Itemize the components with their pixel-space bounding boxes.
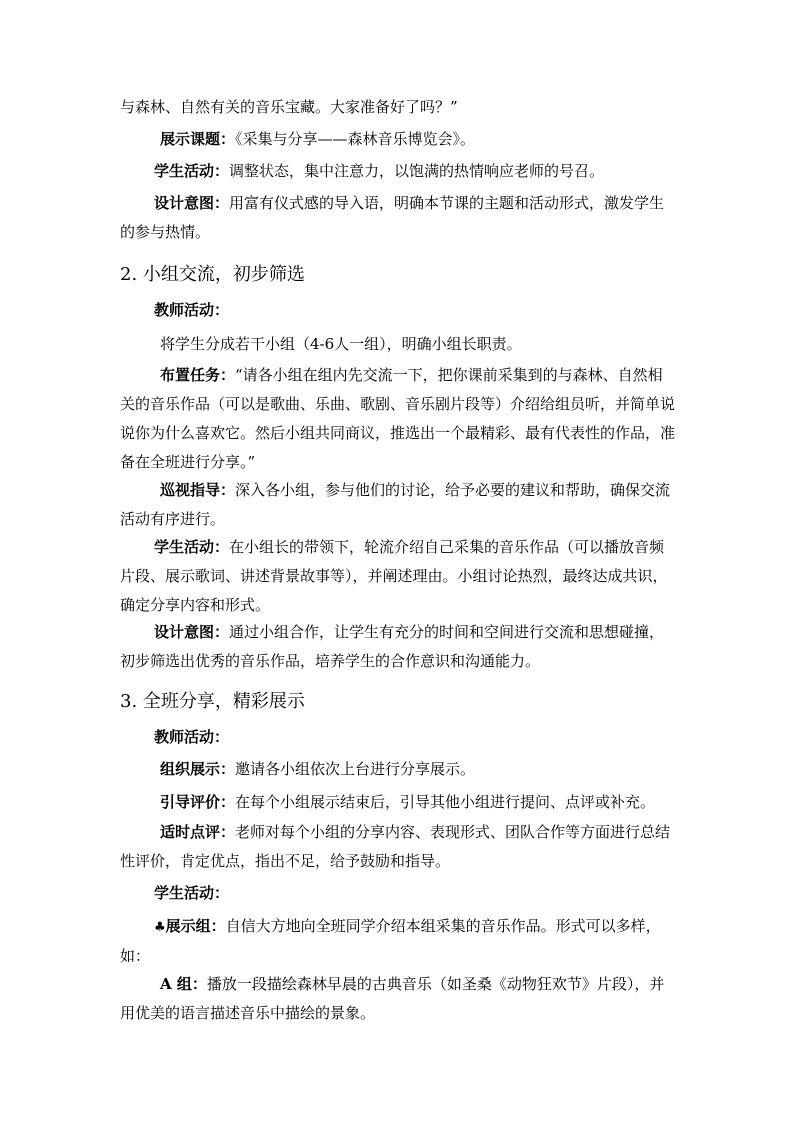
paragraph-text: 与森林、自然有关的音乐宝藏。大家准备好了吗？” — [120, 98, 458, 116]
topic-label: 展示课题： — [160, 130, 236, 148]
guide-evaluation-label: 引导评价： — [160, 793, 236, 811]
paragraph-grouping — [120, 330, 676, 359]
timely-comment-text: 老师对每个小组的分享内容、表现形式、团队合作等方面进行总结性评价，肯定优点，指出不足，给予鼓励和指导。 — [120, 823, 671, 870]
show-group-text: 自信大方地向全班同学介绍本组采集的音乐作品。形式可以多样，如： — [120, 917, 661, 965]
design-intent-text: 通过小组合作，让学生有充分的时间和空间进行交流和思想碰撞，初步筛选出优秀的音乐作品，培养学生的合作意识和沟通能力。 — [120, 623, 665, 670]
assign-task-label: 布置任务： — [160, 366, 236, 384]
guide-evaluation-text: 在每个小组展示结束后，引导其他小组进行提问、点评或补充。 — [235, 793, 656, 811]
paragraph-teacher-activity-label-2 — [120, 723, 676, 752]
club-bullet-icon: ♣ — [154, 920, 166, 935]
organize-show-text: 邀请各小组依次上台进行分享展示。 — [235, 760, 476, 778]
paragraph-organize-show — [120, 755, 676, 784]
show-group-label: 展示组： — [165, 917, 226, 935]
paragraph-intro-end — [120, 93, 676, 122]
timely-comment-label: 适时点评： — [160, 823, 236, 841]
student-activity-text: 调整状态，集中注意力，以饱满的热情响应老师的号召。 — [229, 162, 605, 180]
student-activity-label: 学生活动： — [154, 884, 230, 902]
paragraph-student-activity-1 — [120, 157, 676, 186]
paragraph-group-a — [120, 970, 676, 1028]
paragraph-patrol-guidance — [120, 476, 676, 534]
paragraph-topic — [120, 125, 676, 154]
paragraph-guide-evaluation — [120, 788, 676, 817]
student-activity-text: 在小组长的带领下，轮流介绍自己采集的音乐作品（可以播放音频片段、展示歌词、讲述背景故事等），并阐述理由。小组讨论热烈，最终达成共识，确定分享内容和形式。 — [120, 538, 668, 614]
paragraph-timely-comment — [120, 818, 676, 876]
teacher-activity-label: 教师活动： — [154, 728, 230, 746]
group-a-text: 播放一段描绘森林早晨的古典音乐（如圣桑《动物狂欢节》片段），并用优美的语言描述音乐中描绘的景象。 — [120, 975, 665, 1022]
paragraph-show-group — [120, 912, 676, 971]
topic-text: 《采集与分享——森林音乐博览会》。 — [235, 130, 476, 148]
paragraph-design-intent-2 — [120, 618, 676, 676]
paragraph-assign-task — [120, 361, 676, 477]
student-activity-label: 学生活动： — [154, 162, 230, 180]
design-intent-label: 设计意图： — [154, 623, 230, 641]
paragraph-teacher-activity-label-1 — [120, 296, 676, 325]
paragraph-student-activity-2 — [120, 533, 676, 620]
section-heading-2: 2. 小组交流，初步筛选 — [120, 264, 305, 285]
patrol-guidance-label: 巡视指导： — [160, 481, 236, 499]
paragraph-design-intent-1 — [120, 189, 676, 247]
design-intent-text: 用富有仪式感的导入语，明确本节课的主题和活动形式，激发学生的参与热情。 — [120, 194, 665, 241]
teacher-activity-label: 教师活动： — [154, 301, 230, 319]
section-heading-3: 3. 全班分享，精彩展示 — [120, 691, 305, 712]
paragraph-student-activity-label-3 — [120, 879, 676, 908]
patrol-guidance-text: 深入各小组，参与他们的讨论，给予必要的建议和帮助，确保交流活动有序进行。 — [120, 481, 671, 528]
student-activity-label: 学生活动： — [154, 538, 230, 556]
group-a-label: A 组： — [160, 975, 207, 993]
organize-show-label: 组织展示： — [160, 760, 236, 778]
grouping-text: 将学生分成若干小组（4-6人一组），明确小组长职责。 — [160, 335, 522, 353]
assign-task-text: “请各小组在组内先交流一下，把你课前采集到的与森林、自然相关的音乐作品（可以是歌曲、乐曲、歌剧、音乐剧片段等）介绍给组员听，并简单说说你为什么喜欢它。然后小组共同商议，推选出一个最精彩、最有代表性的作品，准备在全班进行分享。” — [120, 366, 676, 471]
design-intent-label: 设计意图： — [154, 194, 230, 212]
